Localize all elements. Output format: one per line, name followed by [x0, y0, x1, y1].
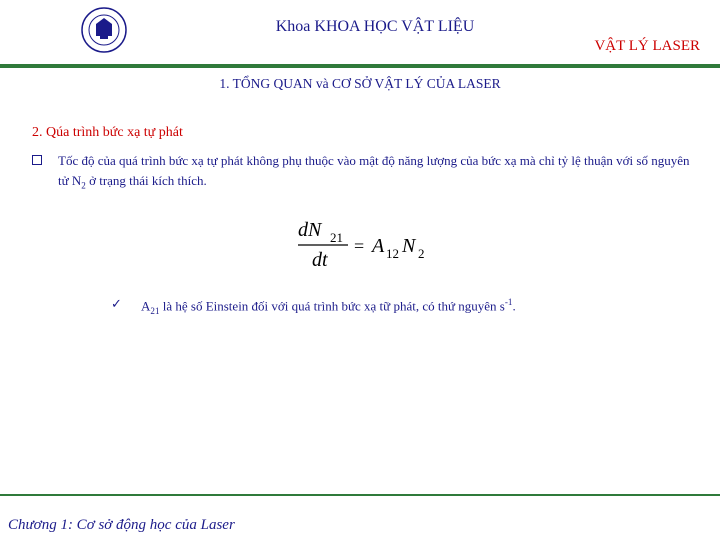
- formula-coef: A: [372, 235, 385, 257]
- university-logo: [62, 6, 146, 54]
- formula-var-sub: 2: [418, 246, 425, 261]
- bullet-text-sub: 2: [81, 180, 86, 191]
- subheading: 2. Qúa trình bức xạ tự phát: [32, 125, 183, 140]
- bullet-paragraph: [58, 151, 698, 196]
- check-part2: là hệ số Einstein đối với quá trình bức xạ tữ phát, có thứ nguyên s: [159, 298, 505, 314]
- square-bullet-icon: [32, 155, 42, 165]
- chapter-footer: Chương 1: Cơ sở động học của Laser: [8, 517, 235, 533]
- check-sub: 21: [150, 305, 160, 316]
- course-label: VẬT LÝ LASER: [594, 38, 700, 54]
- check-part1: A: [141, 298, 151, 314]
- section-title: 1. TỔNG QUAN và CƠ SỞ VẬT LÝ CỦA LASER: [219, 76, 501, 91]
- check-sup: -1: [504, 297, 513, 307]
- bullet-text-part2: ở trạng thái kích thích.: [85, 173, 207, 188]
- check-part3: .: [512, 298, 516, 314]
- formula-equals: =: [354, 236, 365, 256]
- bullet-text-part1: Tốc độ của quá trình bức xạ tự phát không phụ thuộc vào mật độ năng lượng của bức xạ mà chỉ tỷ lệ thuận với số nguyên tử N: [58, 153, 690, 188]
- header-divider: [0, 64, 720, 68]
- faculty-title: Khoa KHOA HỌC VẬT LIỆU: [275, 18, 475, 35]
- check-item-text: [141, 297, 701, 316]
- formula-numerator: dN: [298, 219, 322, 241]
- formula-denominator: dt: [312, 249, 328, 270]
- checkmark-icon: ✓: [111, 297, 122, 312]
- formula-numerator-sub: 21: [330, 230, 343, 245]
- footer-divider: [0, 494, 720, 496]
- rate-equation: [290, 210, 450, 270]
- formula-coef-sub: 12: [386, 246, 399, 261]
- formula-var: N: [402, 235, 416, 257]
